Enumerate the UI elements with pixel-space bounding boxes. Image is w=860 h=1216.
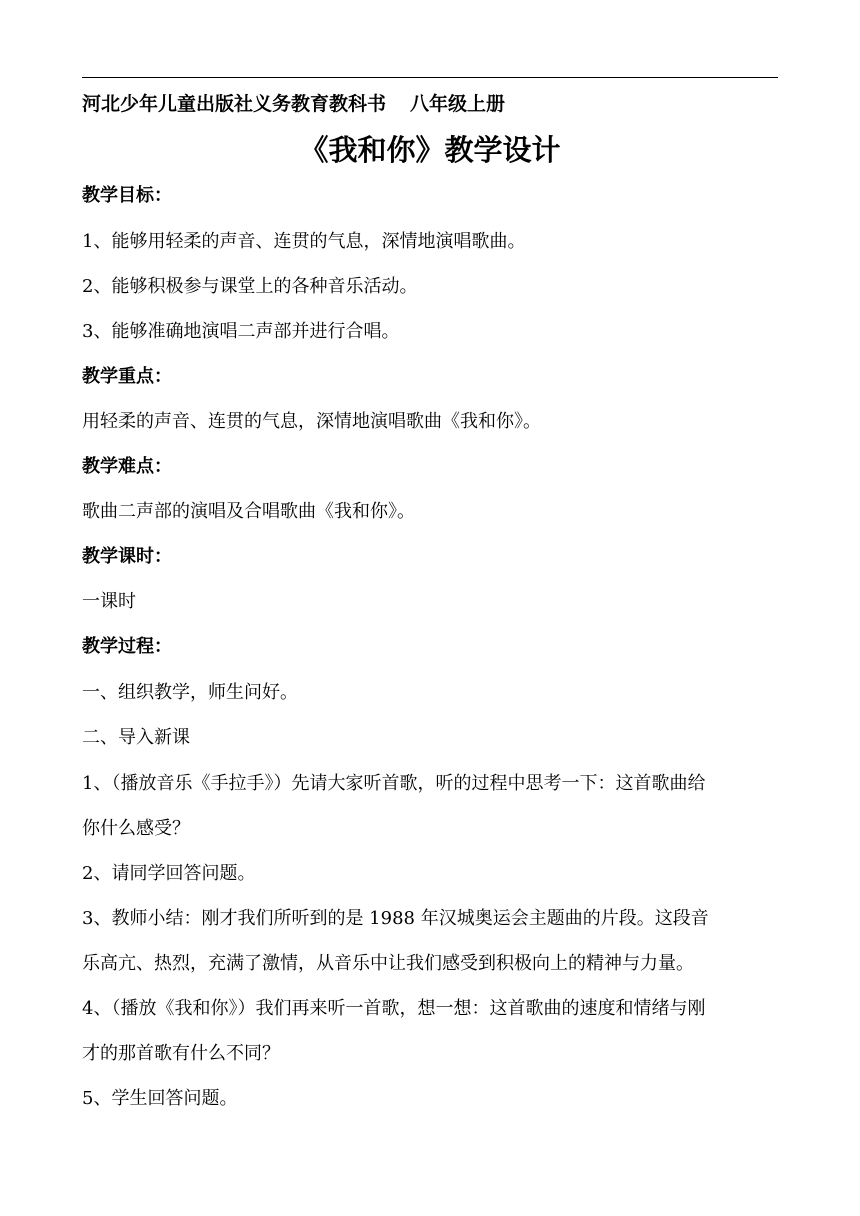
process-line: 你什么感受？: [82, 818, 190, 839]
process-line: 才的那首歌有什么不同？: [82, 1043, 280, 1064]
document-title: 《我和你》教学设计: [299, 133, 561, 167]
process-line: 1、（播放音乐《手拉手》）先请大家听首歌，听的过程中思考一下：这首歌曲给: [82, 773, 706, 794]
objectives-heading: 教学目标：: [82, 185, 172, 206]
header-rule: [82, 77, 778, 78]
objective-item: 1、能够用轻柔的声音、连贯的气息，深情地演唱歌曲。: [82, 231, 526, 252]
process-line: 5、学生回答问题。: [82, 1088, 238, 1109]
header-publisher: 河北少年儿童出版社义务教育教科书: [82, 93, 387, 115]
process-line: 乐高亢、热烈，充满了激情，从音乐中让我们感受到积极向上的精神与力量。: [82, 953, 694, 974]
process-line: 4、（播放《我和你》）我们再来听一首歌，想一想：这首歌曲的速度和情绪与刚: [82, 998, 706, 1019]
process-line: 3、教师小结：刚才我们所听到的是 1988 年汉城奥运会主题曲的片段。这段音: [82, 908, 709, 929]
objective-item: 3、能够准确地演唱二声部并进行合唱。: [82, 321, 400, 342]
objective-item: 2、能够积极参与课堂上的各种音乐活动。: [82, 276, 418, 297]
hours-heading: 教学课时：: [82, 546, 172, 567]
process-line: 2、请同学回答问题。: [82, 863, 256, 884]
process-line: 一、组织教学，师生问好。: [82, 682, 298, 703]
hours-text: 一课时: [82, 591, 136, 612]
difficulties-heading: 教学难点：: [82, 456, 172, 477]
header-grade: 八年级上册: [410, 93, 506, 115]
running-header: [82, 91, 505, 117]
process-heading: 教学过程：: [82, 636, 172, 657]
process-line: 二、导入新课: [82, 727, 190, 748]
key-points-heading: 教学重点：: [82, 366, 172, 387]
key-points-text: 用轻柔的声音、连贯的气息，深情地演唱歌曲《我和你》。: [82, 411, 541, 432]
difficulties-text: 歌曲二声部的演唱及合唱歌曲《我和你》。: [82, 501, 415, 522]
